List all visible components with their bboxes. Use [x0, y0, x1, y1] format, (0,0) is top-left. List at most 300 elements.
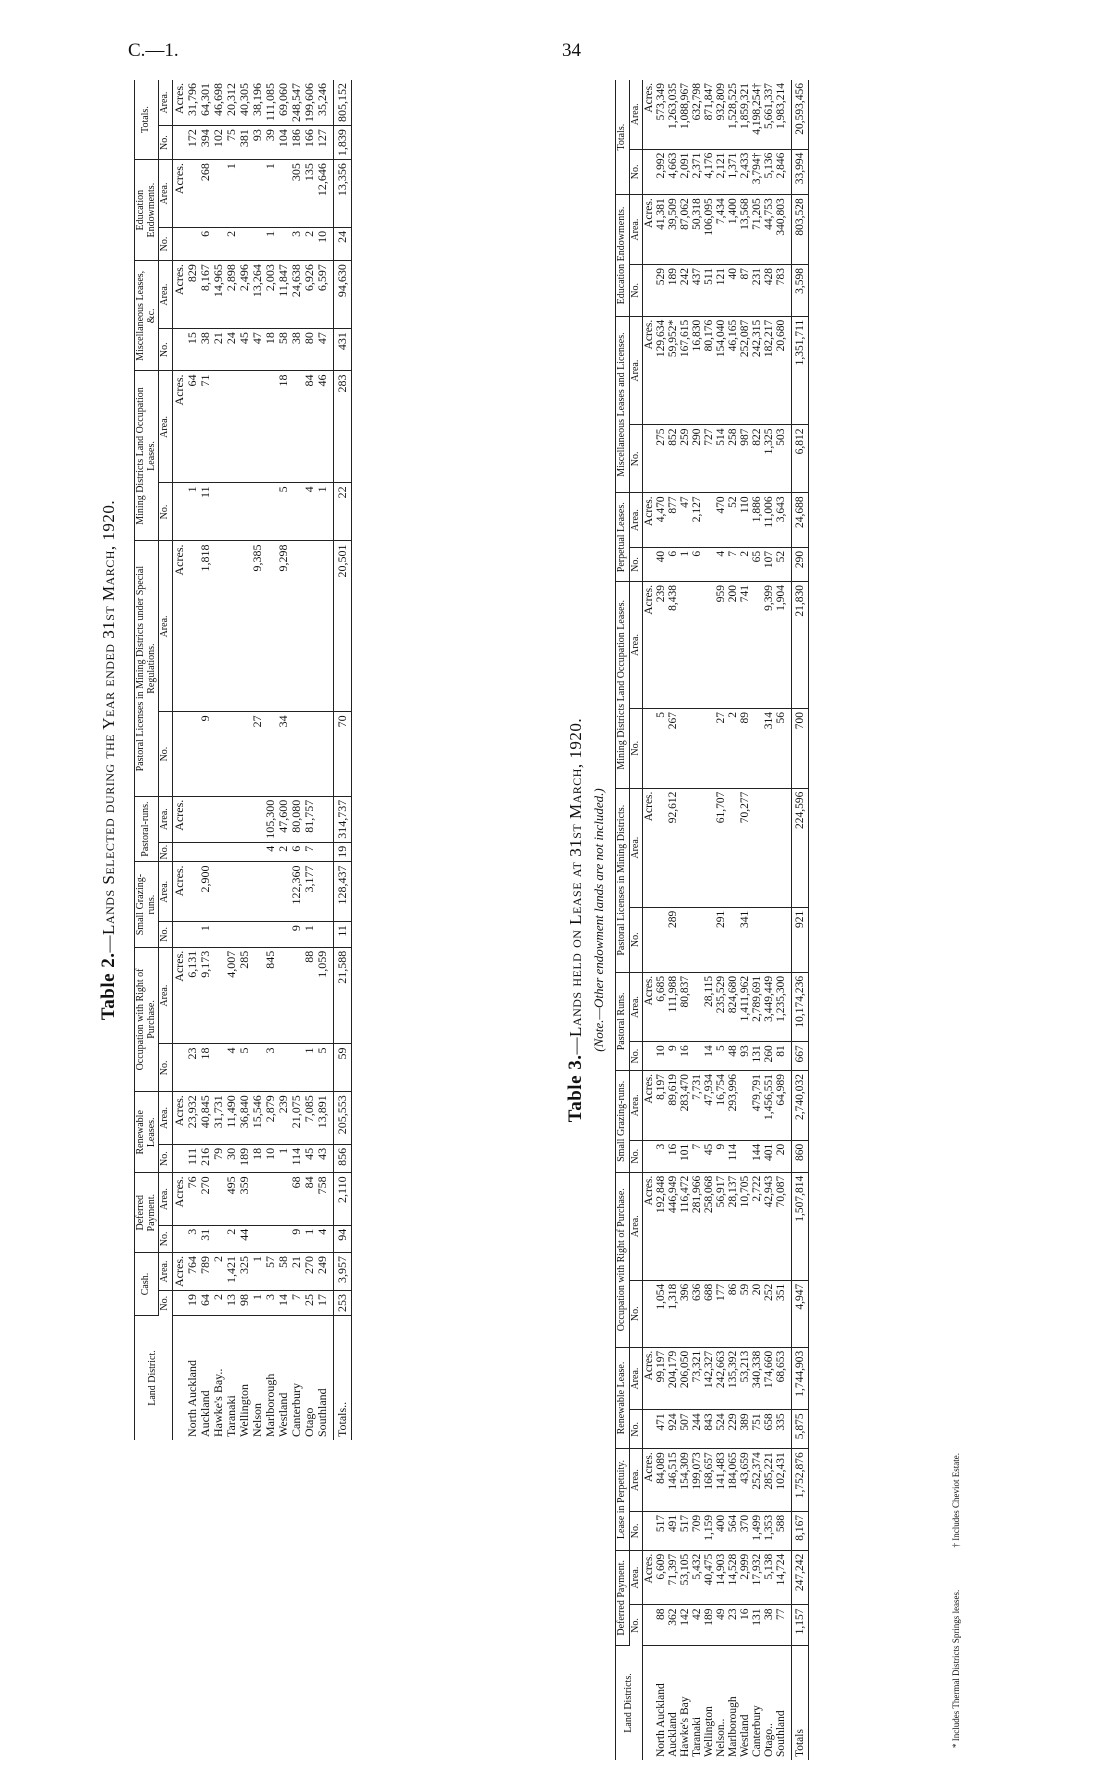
- t3-cell: 47: [679, 493, 691, 547]
- t3-cell: 470: [715, 493, 727, 547]
- t2-cell: [238, 227, 251, 260]
- t3-cell: 16,830: [691, 316, 703, 425]
- table-row: [277, 80, 290, 1440]
- t2-cell: [238, 541, 251, 712]
- t2-group-header: Occupation with Right of Purchase.: [135, 947, 159, 1092]
- t3-cell: 293,996: [727, 1070, 739, 1140]
- t3-cell: 517: [679, 1511, 691, 1550]
- t3-no-header: No.: [629, 547, 643, 581]
- t2-cell: [238, 160, 251, 228]
- t3-area-header: Area.: [629, 195, 643, 265]
- t3-cell: 168,657: [703, 1449, 715, 1512]
- t2-cell: [290, 1044, 303, 1092]
- t3-area-header: Area.: [629, 1449, 643, 1512]
- t2-area-header: Area.: [159, 1253, 173, 1291]
- t3-cell: 335: [775, 1410, 787, 1449]
- t3-cell: 362: [667, 1605, 679, 1646]
- t3-cell: 514: [715, 425, 727, 493]
- t3-group-header: Small Grazing-runs.: [616, 1070, 630, 1172]
- t2-cell: 24,638: [290, 261, 303, 329]
- t3-cell: 48: [727, 1042, 739, 1071]
- t2-no-header: No.: [159, 126, 173, 160]
- t2-cell: 6,597: [316, 261, 329, 329]
- t2-cell: [238, 712, 251, 796]
- t3-cell: 199,073: [691, 1449, 703, 1512]
- t3-total-cell: 803,528: [792, 195, 809, 265]
- t3-cell: 8,438: [667, 582, 679, 709]
- t3-cell: 27: [715, 708, 727, 788]
- t2-cell: 10: [316, 227, 329, 260]
- t3-cell: 2: [739, 547, 751, 581]
- t2-cell: [238, 796, 251, 842]
- t2-district-name: Westland: [275, 1392, 290, 1437]
- t3-cell: 688: [703, 1280, 715, 1347]
- t3-cell: [691, 1042, 703, 1071]
- t2-total-cell: 128,437: [333, 862, 351, 922]
- t2-cell: 40,305: [238, 80, 251, 126]
- t2-cell: 80: [303, 329, 316, 371]
- t2-cell: [225, 712, 238, 796]
- t2-no-header: No.: [159, 1225, 173, 1252]
- t3-cell: 189: [703, 1605, 715, 1646]
- t2-cell: 9: [199, 712, 212, 796]
- table-row: [238, 80, 251, 1440]
- t2-cell: 79: [212, 1144, 225, 1173]
- t3-cell: 142: [679, 1605, 691, 1646]
- t2-cell: 1: [251, 1291, 264, 1316]
- t3-cell: 86: [727, 1280, 739, 1347]
- table-row: [225, 80, 238, 1440]
- t3-cell: 10,705: [739, 1172, 751, 1280]
- table-row: [763, 80, 775, 1760]
- t3-cell: 1,904: [775, 582, 787, 709]
- t3-cell: 783: [775, 265, 787, 317]
- t2-cell: [264, 483, 277, 541]
- t3-cell: [727, 788, 739, 907]
- t2-cell: 58: [277, 1253, 290, 1291]
- t3-group-header: Pastoral Licenses in Mining Districts.: [616, 788, 630, 972]
- t2-cell: [238, 922, 251, 948]
- t2-cell: [238, 483, 251, 541]
- t3-cell: 5: [715, 1042, 727, 1071]
- t2-cell: [264, 541, 277, 712]
- t2-cell: 15,546: [251, 1092, 264, 1145]
- t2-total-cell: 431: [333, 329, 351, 371]
- t2-cell: [212, 922, 225, 948]
- t3-area-header: Area.: [629, 1347, 643, 1410]
- t2-cell: 189: [238, 1144, 251, 1173]
- t3-cell: 182,217: [763, 316, 775, 425]
- t3-cell: 1,054: [655, 1280, 667, 1347]
- t3-cell: 340,338: [751, 1347, 763, 1410]
- t3-area-header: Area.: [629, 1070, 643, 1140]
- t3-cell: 2,992: [655, 149, 667, 195]
- t3-cell: 7,731: [691, 1070, 703, 1140]
- t3-cell: 564: [727, 1511, 739, 1550]
- t2-cell: 1: [303, 1225, 316, 1252]
- t2-cell: 43: [316, 1144, 329, 1173]
- t2-group-header: Pastoral Licenses in Mining Districts under Special Regulations.: [135, 541, 159, 796]
- t2-cell: [290, 541, 303, 712]
- t3-cell: 258,068: [703, 1172, 715, 1280]
- t3-cell: 68,653: [775, 1347, 787, 1410]
- t2-cell: 93: [251, 126, 264, 160]
- t3-group-header: Miscellaneous Leases and Licenses.: [616, 316, 630, 493]
- t3-no-header: No.: [629, 1410, 643, 1449]
- t3-district-name: Wellington: [703, 1706, 715, 1757]
- t3-cell: 1,325: [763, 425, 775, 493]
- table-row: [691, 80, 703, 1760]
- table-2-district-header: Land District.: [135, 1316, 173, 1441]
- t3-cell: [691, 972, 703, 1041]
- t3-cell: 28,137: [727, 1172, 739, 1280]
- t3-cell: 987: [739, 425, 751, 493]
- t2-cell: 9: [290, 922, 303, 948]
- t2-district-name: Southland: [314, 1388, 329, 1437]
- t2-cell: 270: [303, 1253, 316, 1291]
- t2-cell: 172: [186, 126, 199, 160]
- t2-cell: 58: [277, 329, 290, 371]
- t3-cell: [763, 788, 775, 907]
- t2-cell: [212, 1044, 225, 1092]
- t3-cell: 4,663: [667, 149, 679, 195]
- t2-cell: 7: [290, 1291, 303, 1316]
- t3-unit-label: Acres.: [643, 1347, 656, 1410]
- t2-total-cell: 3,957: [333, 1253, 351, 1291]
- t3-cell: 1,400: [727, 195, 739, 265]
- t2-area-header: Area.: [159, 862, 173, 922]
- t2-cell: 31,731: [212, 1092, 225, 1145]
- t2-cell: 111,085: [264, 80, 277, 126]
- t2-cell: [264, 1225, 277, 1252]
- t2-cell: [212, 227, 225, 260]
- t2-cell: 38: [199, 329, 212, 371]
- t3-group-header: Perpetual Leases.: [616, 493, 630, 582]
- t3-cell: [679, 582, 691, 709]
- t3-cell: 38: [763, 1605, 775, 1646]
- t2-group-header: Small Grazing-runs.: [135, 862, 159, 947]
- t2-group-header: Cash.: [135, 1253, 159, 1316]
- t2-cell: 4: [225, 1044, 238, 1092]
- t3-cell: 2,371: [691, 149, 703, 195]
- t3-total-cell: 33,994: [792, 149, 809, 195]
- t2-unit-label: Acres.: [172, 1092, 186, 1145]
- t2-cell: 1: [303, 1044, 316, 1092]
- t2-cell: [251, 796, 264, 842]
- t3-cell: 573,349: [655, 80, 667, 149]
- t3-cell: 727: [703, 425, 715, 493]
- t2-cell: [186, 842, 199, 862]
- t2-no-header: No.: [159, 1144, 173, 1173]
- t3-cell: 184,065: [727, 1449, 739, 1512]
- t2-cell: 18: [199, 1044, 212, 1092]
- t2-cell: [251, 862, 264, 922]
- t2-cell: [238, 862, 251, 922]
- t2-cell: 68: [290, 1173, 303, 1225]
- t3-no-header: No.: [629, 1605, 643, 1646]
- t2-cell: 2,900: [199, 862, 212, 922]
- t2-cell: 1: [264, 227, 277, 260]
- t3-district-name: Taranaki: [691, 1716, 703, 1757]
- t3-cell: 877: [667, 493, 679, 547]
- t3-unit-label: Acres.: [643, 1550, 656, 1605]
- t2-group-header: Totals.: [135, 80, 159, 160]
- t3-total-cell: 224,596: [792, 788, 809, 907]
- t2-cell: 27: [251, 712, 264, 796]
- t2-cell: 1: [251, 1253, 264, 1291]
- t2-unit-label: Acres.: [172, 862, 186, 922]
- t3-cell: 491: [667, 1511, 679, 1550]
- t3-cell: [679, 708, 691, 788]
- t2-cell: 2: [212, 1253, 225, 1291]
- t2-cell: [264, 862, 277, 922]
- t2-total-cell: 1,839: [333, 126, 351, 160]
- t2-cell: 39: [264, 126, 277, 160]
- t3-cell: 131: [751, 1042, 763, 1071]
- t3-cell: 9: [715, 1140, 727, 1172]
- t3-total-cell: 1,744,903: [792, 1347, 809, 1410]
- t3-cell: 92,612: [667, 788, 679, 907]
- t2-cell: 3: [186, 1225, 199, 1252]
- t3-group-header: Lease in Perpetuity.: [616, 1449, 630, 1551]
- table-row: [316, 80, 329, 1440]
- t3-total-cell: 24,688: [792, 493, 809, 547]
- t3-cell: 107: [763, 547, 775, 581]
- t3-cell: [679, 907, 691, 972]
- t2-cell: 44: [238, 1225, 251, 1252]
- t2-cell: 21: [212, 329, 225, 371]
- t3-units-row: [643, 80, 656, 1760]
- t2-cell: [277, 947, 290, 1044]
- t2-area-header: Area.: [159, 80, 173, 126]
- t2-cell: 9,173: [199, 947, 212, 1044]
- t3-cell: 144: [751, 1140, 763, 1172]
- t2-cell: 495: [225, 1173, 238, 1225]
- t2-group-header: Mining Districts Land Occupation Leases.: [135, 371, 159, 541]
- t3-cell: 285,221: [763, 1449, 775, 1512]
- t2-cell: [264, 922, 277, 948]
- t2-unit-label: Acres.: [172, 541, 186, 712]
- t3-cell: 56: [775, 708, 787, 788]
- t3-cell: 73,321: [691, 1347, 703, 1410]
- t2-total-cell: 94,630: [333, 261, 351, 329]
- t2-cell: 789: [199, 1253, 212, 1291]
- t3-cell: 64,989: [775, 1070, 787, 1140]
- t3-cell: [775, 788, 787, 907]
- t3-cell: 229: [727, 1410, 739, 1449]
- t3-cell: [739, 1070, 751, 1140]
- t2-cell: 76: [186, 1173, 199, 1225]
- t3-cell: 524: [715, 1410, 727, 1449]
- t3-cell: 87,062: [679, 195, 691, 265]
- t3-cell: 89,619: [667, 1070, 679, 1140]
- t2-cell: 80,080: [290, 796, 303, 842]
- t3-cell: 16: [679, 1042, 691, 1071]
- t2-totals-label: Totals..: [333, 1316, 351, 1441]
- t3-cell: 636: [691, 1280, 703, 1347]
- t3-area-header: Area.: [629, 1550, 643, 1605]
- t3-no-header: No.: [629, 425, 643, 493]
- t3-cell: 8,197: [655, 1070, 667, 1140]
- t2-cell: [225, 483, 238, 541]
- table-2-number: Table 2.: [98, 952, 119, 1021]
- t2-cell: [212, 712, 225, 796]
- table-3-number: Table 3.: [565, 1054, 586, 1123]
- t3-unit-label: Acres.: [643, 788, 656, 907]
- t2-cell: 3: [264, 1291, 277, 1316]
- t2-cell: 47: [316, 329, 329, 371]
- t3-cell: 5,661,337: [763, 80, 775, 149]
- t2-district-name: Taranaki: [223, 1395, 238, 1437]
- t3-cell: [763, 907, 775, 972]
- t2-cell: 2,003: [264, 261, 277, 329]
- t3-cell: 6,609: [655, 1550, 667, 1605]
- page-header: [0, 40, 1114, 70]
- t2-cell: [277, 160, 290, 228]
- t2-cell: 1: [186, 483, 199, 541]
- t3-cell: 45: [703, 1140, 715, 1172]
- table-2: [134, 80, 352, 1440]
- t2-cell: 71: [199, 371, 212, 483]
- t3-cell: 40: [655, 547, 667, 581]
- t3-cell: 10: [655, 1042, 667, 1071]
- table-row: [679, 80, 691, 1760]
- t2-cell: 325: [238, 1253, 251, 1291]
- t3-group-header: Totals.: [616, 80, 630, 195]
- t3-cell: 20: [775, 1140, 787, 1172]
- t3-cell: 822: [751, 425, 763, 493]
- t3-cell: 204,179: [667, 1347, 679, 1410]
- footnote-thermal: * Includes Thermal Districts Springs leases.: [951, 1589, 961, 1748]
- table-row: [303, 80, 316, 1440]
- t3-cell: [727, 907, 739, 972]
- t3-cell: 2,722: [751, 1172, 763, 1280]
- t2-cell: 4: [303, 483, 316, 541]
- t2-cell: 11,490: [225, 1092, 238, 1145]
- table-3-group-header-row: [616, 80, 630, 1760]
- t3-cell: 3,643: [775, 493, 787, 547]
- t2-cell: 1: [316, 483, 329, 541]
- t3-cell: 9: [667, 1042, 679, 1071]
- t2-cell: 75: [225, 126, 238, 160]
- t2-cell: 15: [186, 329, 199, 371]
- t2-cell: 2,898: [225, 261, 238, 329]
- table-row: [739, 80, 751, 1760]
- t2-cell: 6,926: [303, 261, 316, 329]
- t3-cell: 167,615: [679, 316, 691, 425]
- t3-cell: 1,263,035: [667, 80, 679, 149]
- t3-total-cell: 10,174,236: [792, 972, 809, 1041]
- t3-cell: 283,470: [679, 1070, 691, 1140]
- t3-cell: 88: [655, 1605, 667, 1646]
- t3-cell: 61,707: [715, 788, 727, 907]
- t3-cell: 3,794†: [751, 149, 763, 195]
- t2-cell: 2: [212, 1291, 225, 1316]
- t2-cell: [186, 160, 199, 228]
- t2-unit-label: Acres.: [172, 80, 186, 126]
- t3-area-header: Area.: [629, 1172, 643, 1280]
- table-row: [715, 80, 727, 1760]
- t2-district-name: Wellington: [236, 1383, 251, 1437]
- t2-cell: 35,246: [316, 80, 329, 126]
- t3-cell: 14: [703, 1042, 715, 1071]
- t3-cell: 871,847: [703, 80, 715, 149]
- t2-no-header: No.: [159, 842, 173, 862]
- t2-cell: 2: [303, 227, 316, 260]
- t3-total-cell: 6,812: [792, 425, 809, 493]
- t3-cell: 40,475: [703, 1550, 715, 1605]
- t2-cell: 46,698: [212, 80, 225, 126]
- t3-cell: [703, 547, 715, 581]
- t2-cell: [238, 371, 251, 483]
- table-row: [264, 80, 277, 1440]
- t2-total-cell: 21,588: [333, 947, 351, 1044]
- t2-cell: 1: [264, 160, 277, 228]
- t3-cell: 114: [727, 1140, 739, 1172]
- t3-cell: 242,663: [715, 1347, 727, 1410]
- t2-group-header: Renewable Leases.: [135, 1092, 159, 1173]
- table-3: [615, 80, 809, 1760]
- t3-cell: 959: [715, 582, 727, 709]
- t2-cell: [212, 862, 225, 922]
- t3-total-cell: 2,740,032: [792, 1070, 809, 1140]
- t2-cell: [251, 842, 264, 862]
- t2-cell: [225, 922, 238, 948]
- t2-cell: 239: [277, 1092, 290, 1145]
- table-3-caption: —Lands held on Lease at 31st March, 1920.: [566, 717, 585, 1055]
- t3-cell: 517: [655, 1511, 667, 1550]
- t2-cell: 84: [303, 1173, 316, 1225]
- t2-cell: 1: [303, 922, 316, 948]
- footnote-cheviot: † Includes Cheviot Estate.: [951, 1452, 961, 1548]
- t2-cell: 268: [199, 160, 212, 228]
- t2-cell: [212, 947, 225, 1044]
- t2-totals-row: [333, 80, 351, 1440]
- t3-cell: 5: [655, 708, 667, 788]
- t3-cell: [655, 907, 667, 972]
- t2-cell: 845: [264, 947, 277, 1044]
- t2-cell: 23,932: [186, 1092, 199, 1145]
- table-2-group-header-row: [135, 80, 159, 1440]
- t3-total-cell: 667: [792, 1042, 809, 1071]
- t2-cell: 30: [225, 1144, 238, 1173]
- t3-total-cell: 1,752,876: [792, 1449, 809, 1512]
- t2-no-header: No.: [159, 329, 173, 371]
- t3-cell: 252,374: [751, 1449, 763, 1512]
- t2-no-header: No.: [159, 483, 173, 541]
- t2-group-header: Miscellaneous Leases, &c.: [135, 261, 159, 371]
- t2-cell: 249: [316, 1253, 329, 1291]
- t3-cell: 314: [763, 708, 775, 788]
- t2-total-cell: 13,356: [333, 160, 351, 228]
- t2-area-header: Area.: [159, 1092, 173, 1145]
- t2-cell: [186, 922, 199, 948]
- t2-total-cell: 19: [333, 842, 351, 862]
- t3-unit-label: Acres.: [643, 493, 656, 547]
- t2-area-header: Area.: [159, 796, 173, 842]
- t2-cell: [212, 842, 225, 862]
- t2-total-cell: 22: [333, 483, 351, 541]
- t2-cell: 14: [277, 1291, 290, 1316]
- t3-cell: 1,353: [763, 1511, 775, 1550]
- t3-group-header: Mining Districts Land Occupation Leases.: [616, 582, 630, 789]
- t3-cell: 80,176: [703, 316, 715, 425]
- t2-cell: 64: [199, 1291, 212, 1316]
- t2-cell: 24: [225, 329, 238, 371]
- t3-cell: 259: [679, 425, 691, 493]
- t3-cell: 252: [763, 1280, 775, 1347]
- t2-district-name: Nelson: [249, 1403, 264, 1437]
